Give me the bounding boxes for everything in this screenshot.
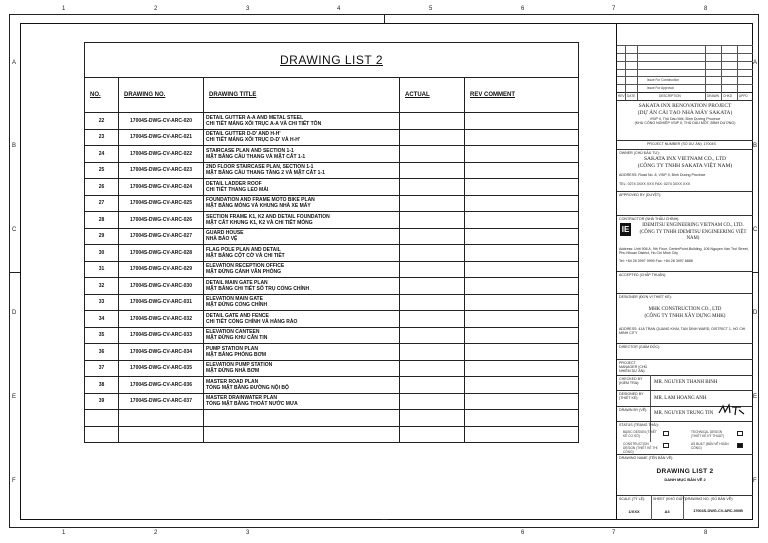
- ruler-row-label: F: [753, 478, 757, 484]
- title-block: [617, 23, 753, 520]
- sheet-title: DRAWING LIST 2: [656, 468, 714, 475]
- row-drawing-no: 17004S-DWG-CV-ARC-024: [119, 179, 204, 196]
- rev-header: DESCRIPTION: [659, 94, 681, 98]
- row-title-vn: MẶT BẰNG PHÒNG BƠM: [206, 351, 267, 358]
- designed-label: DESIGNED BY (THIẾT KẾ):: [619, 392, 644, 401]
- status-checkbox-basic[interactable]: [663, 431, 669, 436]
- row-drawing-no: 17004S-DWG-CV-ARC-030: [119, 278, 204, 295]
- row-title-en: MASTER DRAINWATER PLAN: [206, 395, 278, 402]
- row-drawing-no: 17004S-DWG-CV-ARC-033: [119, 327, 204, 344]
- contractor-label: CONTRACTOR (NHÀ THẦU CHÍNH):: [619, 217, 680, 221]
- row-title: [204, 212, 400, 229]
- center-mark-left: [9, 272, 20, 273]
- drawn-label: DRAWN BY (VẼ):: [619, 408, 648, 412]
- designer-address: ADDRESS: 41A TRAN QUANG KHAI, TAN DINH WARD, DISTRICT 1, HO CHI MINH CITY: [619, 327, 746, 336]
- row-title-en: DETAIL GUTTER A-A AND METAL STEEL: [206, 114, 304, 121]
- contractor-logo: IE: [621, 225, 630, 234]
- sheet-size-label: SHEET (KHỔ GIẤY):: [653, 497, 687, 501]
- owner-name-block: [617, 156, 753, 170]
- row-number: 26: [85, 179, 119, 196]
- row-number: 25: [85, 162, 119, 179]
- row-title: [204, 195, 400, 212]
- contractor-tel: Tel: +84 28 3997 9999 Fax: +84 28 3997 8888: [619, 259, 693, 263]
- row-actual: [400, 377, 465, 394]
- row-title: [204, 146, 400, 163]
- table-row: [85, 294, 579, 311]
- project-section: [617, 103, 753, 125]
- ruler-col-label: 5: [429, 6, 433, 12]
- row-title: [204, 129, 400, 146]
- row-comment: [465, 228, 579, 245]
- ruler-row-label: B: [753, 143, 758, 149]
- sheet-title-vn: DANH MỤC BẢN VẼ 2: [664, 477, 706, 482]
- signature-icon: [717, 403, 745, 417]
- row-title-en: SECTION FRAME K1, K2 AND DETAIL FOUNDATION: [206, 213, 330, 220]
- row-title-vn: TỔNG MẶT BẰNG ĐƯỜNG NỘI BỘ: [206, 384, 289, 391]
- rev-header: DATE: [627, 94, 636, 98]
- row-title: [204, 228, 400, 245]
- drawing-list-table: [84, 42, 579, 443]
- row-number: 34: [85, 311, 119, 328]
- row-drawing-no: 17004S-DWG-CV-ARC-036: [119, 377, 204, 394]
- row-actual: [400, 245, 465, 262]
- row-title-en: 2ND FLOOR STAIRCASE PLAN, SECTION 1-1: [206, 164, 314, 171]
- row-actual: [400, 228, 465, 245]
- row-title-en: MASTER ROAD PLAN: [206, 378, 259, 385]
- row-drawing-no: 17004S-DWG-CV-ARC-034: [119, 344, 204, 361]
- designer-name-block: [617, 306, 753, 320]
- row-comment: [465, 113, 579, 130]
- row-number: 39: [85, 393, 119, 410]
- status-option-basic: BASIC DESIGN (THIẾT KẾ CƠ SỞ): [623, 430, 657, 438]
- rev-header: DRAWN: [707, 94, 719, 98]
- ruler-col-label: 6: [521, 6, 525, 12]
- table-row: [85, 228, 579, 245]
- pm-label: PROJECT MANAGER (CHỦ NHIỆM DỰ ÁN):: [619, 361, 648, 374]
- row-number: 30: [85, 245, 119, 262]
- table-row: [85, 129, 579, 146]
- center-mark-bottom: [381, 519, 388, 520]
- contractor-name-block: [633, 223, 753, 243]
- project-address: VSIP II, Thủ Dầu Một, Bình Dương Province: [649, 117, 721, 121]
- checked-name: MR. NGUYEN THANH BINH: [654, 380, 718, 385]
- row-title-vn: CHI TIẾT THANG LEO MÁI: [206, 186, 269, 193]
- ruler-row-label: D: [753, 310, 758, 316]
- table-row-empty: [85, 410, 579, 427]
- table-row: [85, 377, 579, 394]
- revision-table: [617, 23, 753, 100]
- ruler-col-label: 2: [154, 6, 158, 12]
- row-title: [204, 162, 400, 179]
- drawing-no-label: DRAWING NO. (SỐ BẢN VẼ):: [685, 497, 734, 501]
- row-title: [204, 278, 400, 295]
- ruler-row-label: F: [12, 478, 16, 484]
- owner-label: OWNER (CHỦ ĐẦU TƯ):: [619, 151, 660, 155]
- row-number: 37: [85, 360, 119, 377]
- row-title-en: ELEVATION CANTEEN: [206, 329, 260, 336]
- row-number: 32: [85, 278, 119, 295]
- owner-address: ADDRESS: Road No. 8, VSIP II, Binh Duong Province: [619, 173, 706, 177]
- row-title-en: DETAIL GUTTER D-D' AND H-H': [206, 131, 281, 138]
- status-checkbox-asbuilt-checked[interactable]: [737, 443, 743, 448]
- table-row: [85, 360, 579, 377]
- row-actual: [400, 129, 465, 146]
- row-number: 36: [85, 344, 119, 361]
- row-title-en: ELEVATION PUMP STATION: [206, 362, 273, 369]
- row-title-en: FLAG POLE PLAN AND DETAIL: [206, 246, 281, 253]
- owner-tel: TEL: 0274 3XXX XXX FAX: 0274 3XXX XXX: [619, 182, 691, 186]
- status-checkbox-construction[interactable]: [663, 443, 669, 448]
- row-number: 33: [85, 294, 119, 311]
- project-title-vn: (DỰ ÁN CẢI TẠO NHÀ MÁY SAKATA): [637, 110, 733, 116]
- row-title-en: STAIRCASE PLAN AND SECTION 1-1: [206, 147, 294, 154]
- scale-value: 1/XXX: [628, 509, 640, 514]
- row-title-vn: MẶT BẰNG CẦU THANG VÀ MẶT CẮT 1-1: [206, 153, 306, 160]
- row-title-en: DETAIL LADDER ROOF: [206, 180, 262, 187]
- row-drawing-no: 17004S-DWG-CV-ARC-027: [119, 228, 204, 245]
- scale-label: SCALE (TỶ LỆ):: [619, 497, 646, 501]
- row-drawing-no: 17004S-DWG-CV-ARC-020: [119, 113, 204, 130]
- col-header-title: DRAWING TITLE: [204, 78, 400, 113]
- row-comment: [465, 179, 579, 196]
- row-number: 24: [85, 146, 119, 163]
- row-title-en: DETAIL MAIN GATE PLAN: [206, 279, 268, 286]
- col-header-actual: ACTUAL: [400, 78, 465, 113]
- center-mark-top: [384, 14, 385, 23]
- table-row: [85, 311, 579, 328]
- designer-name-vn: (CÔNG TY TNHH XÂY DỰNG MHK): [644, 314, 726, 319]
- row-number: 28: [85, 212, 119, 229]
- row-comment: [465, 311, 579, 328]
- row-comment: [465, 261, 579, 278]
- row-drawing-no: 17004S-DWG-CV-ARC-028: [119, 245, 204, 262]
- row-comment: [465, 360, 579, 377]
- rev-header: CHKD: [723, 94, 733, 98]
- row-comment: [465, 195, 579, 212]
- contractor-address: Address: Unit 906 A, 9th Floor, CentrePoint Building, 106 Nguyen Van Troi Street, Phu Nhuan District, Ho Chi Minh City: [619, 247, 749, 256]
- table-row: [85, 245, 579, 262]
- row-title-en: PUMP STATION PLAN: [206, 345, 258, 352]
- checked-label: CHECKED BY (KIỂM TRA):: [619, 377, 643, 386]
- status-checkbox-technical[interactable]: [737, 431, 743, 436]
- row-number: 22: [85, 113, 119, 130]
- row-title: [204, 327, 400, 344]
- row-actual: [400, 146, 465, 163]
- row-title-en: GUARD HOUSE: [206, 230, 244, 237]
- table-row: [85, 327, 579, 344]
- row-number: 38: [85, 377, 119, 394]
- row-title: [204, 261, 400, 278]
- col-header-no: NO.: [85, 78, 119, 113]
- rev-header: REV: [618, 94, 625, 98]
- row-comment: [465, 327, 579, 344]
- row-actual: [400, 261, 465, 278]
- row-title-vn: CHI TIẾT MÁNG XỐI TRỤC A-A VÀ CHI TIẾT TÔN: [206, 120, 322, 127]
- row-actual: [400, 360, 465, 377]
- row-drawing-no: 17004S-DWG-CV-ARC-031: [119, 294, 204, 311]
- rev-row-text: Issue For Approval: [647, 86, 674, 90]
- rev-header: APPD: [739, 94, 748, 98]
- row-drawing-no: 17004S-DWG-CV-ARC-022: [119, 146, 204, 163]
- ruler-col-label: 1: [62, 530, 66, 536]
- ruler-col-label: 1: [62, 6, 66, 12]
- status-option-construction: CONSTRUCTION DESIGN (THIẾT KẾ THI CÔNG): [623, 442, 658, 454]
- table-row: [85, 212, 579, 229]
- ruler-col-label: 6: [521, 530, 525, 536]
- drawing-name-label: DRAWING NAME (TÊN BẢN VẼ):: [619, 456, 674, 460]
- row-number: 29: [85, 228, 119, 245]
- row-comment: [465, 377, 579, 394]
- table-row: [85, 393, 579, 410]
- row-title: [204, 393, 400, 410]
- ruler-row-label: A: [753, 60, 758, 66]
- approved-label: APPROVED BY (DUYỆT):: [619, 193, 662, 197]
- table-row: [85, 162, 579, 179]
- col-header-comment: REV COMMENT: [465, 78, 579, 113]
- row-number: 27: [85, 195, 119, 212]
- sheet-size-value: A3: [664, 509, 670, 514]
- row-title-vn: MẶT BẰNG CHI TIẾT SỐ TRỤ CỔNG CHÍNH: [206, 285, 310, 292]
- ruler-col-label: 2: [154, 530, 158, 536]
- row-actual: [400, 294, 465, 311]
- row-title-vn: NHÀ BẢO VỆ: [206, 236, 238, 243]
- table-row: [85, 344, 579, 361]
- table-row: [85, 195, 579, 212]
- row-number: 23: [85, 129, 119, 146]
- status-option-asbuilt: AS BUILT (BẢN VẼ HOÀN CÔNG): [691, 442, 729, 450]
- row-comment: [465, 278, 579, 295]
- row-comment: [465, 344, 579, 361]
- row-actual: [400, 278, 465, 295]
- row-actual: [400, 113, 465, 130]
- row-title: [204, 294, 400, 311]
- row-title-vn: TỔNG MẶT BẰNG THOÁT NƯỚC MƯA: [206, 401, 298, 408]
- row-title-vn: CHI TIẾT MÁNG XỐI TRỤC D-D' VÀ H-H': [206, 137, 301, 144]
- table-row: [85, 113, 579, 130]
- row-title: [204, 311, 400, 328]
- row-title-vn: MẶT BẰNG MÓNG VÀ KHUNG NHÀ XE MÁY: [206, 203, 311, 210]
- row-title-vn: MẶT ĐỨNG CẢNH VĂN PHÒNG: [206, 269, 281, 276]
- row-title-en: FOUNDATION AND FRAME MOTO BIKE PLAN: [206, 197, 315, 204]
- row-title-vn: MẶT BẰNG CỘT CỜ VÀ CHI TIẾT: [206, 252, 285, 259]
- row-title-vn: MẶT ĐỨNG NHÀ BƠM: [206, 368, 260, 375]
- table-row: [85, 278, 579, 295]
- status-option-technical: TECHNICAL DESIGN (THIẾT KẾ KỸ THUẬT): [691, 430, 724, 438]
- ruler-row-label: E: [753, 394, 758, 400]
- row-title-en: DETAIL GATE AND FENCE: [206, 312, 269, 319]
- ruler-col-label: 4: [337, 6, 341, 12]
- rev-row-text: Issue For Construction: [647, 78, 680, 82]
- row-actual: [400, 311, 465, 328]
- ruler-row-label: C: [753, 227, 758, 233]
- table-row: [85, 179, 579, 196]
- drawn-name: MR. NGUYEN TRUNG TIN: [654, 411, 714, 416]
- row-actual: [400, 179, 465, 196]
- row-comment: [465, 129, 579, 146]
- row-title: [204, 344, 400, 361]
- row-title: [204, 179, 400, 196]
- status-label: STATUS (TRẠNG THÁI):: [619, 423, 659, 427]
- table-row: [85, 261, 579, 278]
- accepted-label: ACCEPTED (CHẤP THUẬN):: [619, 273, 667, 277]
- ruler-row-label: B: [12, 143, 17, 149]
- row-comment: [465, 146, 579, 163]
- row-number: 35: [85, 327, 119, 344]
- ruler-col-label: 3: [246, 530, 250, 536]
- owner-name: SAKATA INX VIETNAM CO., LTD: [643, 156, 727, 162]
- contractor-name-vn: (CÔNG TY TNHH IDEMITSU ENGINEERING VIỆT NAM): [639, 229, 747, 241]
- row-drawing-no: 17004S-DWG-CV-ARC-029: [119, 261, 204, 278]
- project-number: PROJECT NUMBER (SỐ DỰ ÁN): 17004S: [647, 142, 716, 146]
- row-actual: [400, 195, 465, 212]
- row-title-vn: MẶT ĐỨNG KHU CĂN TIN: [206, 335, 268, 342]
- row-actual: [400, 393, 465, 410]
- row-title: [204, 113, 400, 130]
- ruler-col-label: 7: [612, 530, 616, 536]
- drawing-list-title: DRAWING LIST 2: [85, 43, 579, 78]
- designed-name: MR. LAM HOANG ANH: [654, 396, 707, 401]
- row-number: 31: [85, 261, 119, 278]
- ruler-row-label: D: [12, 310, 17, 316]
- row-title: [204, 360, 400, 377]
- col-header-drawing-no: DRAWING NO.: [119, 78, 204, 113]
- row-drawing-no: 17004S-DWG-CV-ARC-035: [119, 360, 204, 377]
- row-actual: [400, 212, 465, 229]
- row-drawing-no: 17004S-DWG-CV-ARC-026: [119, 212, 204, 229]
- row-actual: [400, 162, 465, 179]
- row-title-vn: MẶT ĐỨNG CỔNG CHÍNH: [206, 302, 268, 309]
- row-comment: [465, 162, 579, 179]
- row-title-vn: MẶT BẰNG CẦU THANG TẦNG 2 VÀ MẶT CẮT 1-1: [206, 170, 325, 177]
- ruler-row-label: E: [12, 394, 17, 400]
- designer-name: MHK CONSTRUCTION CO., LTD: [648, 307, 722, 312]
- row-drawing-no: 17004S-DWG-CV-ARC-023: [119, 162, 204, 179]
- row-comment: [465, 245, 579, 262]
- director-label: DIRECTOR (GIÁM ĐỐC):: [619, 345, 661, 349]
- row-title-vn: MẶT CẮT KHUNG K1, K2 VÀ CHI TIẾT MÓNG: [206, 219, 313, 226]
- drawing-no-value: 17004S-DWG-CV-ARC-000B: [693, 509, 743, 513]
- ruler-col-label: 7: [612, 6, 616, 12]
- row-title-vn: CHI TIẾT CỔNG CHÍNH VÀ HÀNG RÀO: [206, 318, 298, 325]
- owner-name-vn: (CÔNG TY TNHH SAKATA VIỆT NAM): [637, 163, 733, 169]
- table-row: [85, 146, 579, 163]
- row-title: [204, 245, 400, 262]
- ruler-col-label: 8: [704, 530, 708, 536]
- center-mark-right: [753, 272, 759, 273]
- row-actual: [400, 327, 465, 344]
- row-actual: [400, 344, 465, 361]
- row-comment: [465, 294, 579, 311]
- ruler-col-label: 8: [704, 6, 708, 12]
- project-title: SAKATA INX RENOVATION PROJECT: [638, 103, 732, 109]
- row-title: [204, 377, 400, 394]
- project-address-vn: (KHU CÔNG NGHIỆP VSIP II, THỦ DẦU MỘT, BÌNH DƯƠNG): [634, 121, 736, 126]
- designer-label: DESIGNER (ĐƠN VỊ THIẾT KẾ):: [619, 295, 672, 299]
- row-comment: [465, 393, 579, 410]
- row-drawing-no: 17004S-DWG-CV-ARC-032: [119, 311, 204, 328]
- row-drawing-no: 17004S-DWG-CV-ARC-025: [119, 195, 204, 212]
- row-title-en: ELEVATION RECEPTION OFFICE: [206, 263, 285, 270]
- row-drawing-no: 17004S-DWG-CV-ARC-021: [119, 129, 204, 146]
- row-comment: [465, 212, 579, 229]
- table-row-empty: [85, 426, 579, 443]
- row-drawing-no: 17004S-DWG-CV-ARC-037: [119, 393, 204, 410]
- ruler-row-label: C: [12, 227, 17, 233]
- row-title-en: ELEVATION MAIN GATE: [206, 296, 263, 303]
- contractor-name: IDEMITSU ENGINEERING VIETNAM CO., LTD.: [642, 223, 744, 228]
- ruler-col-label: 3: [246, 6, 250, 12]
- ruler-row-label: A: [12, 60, 17, 66]
